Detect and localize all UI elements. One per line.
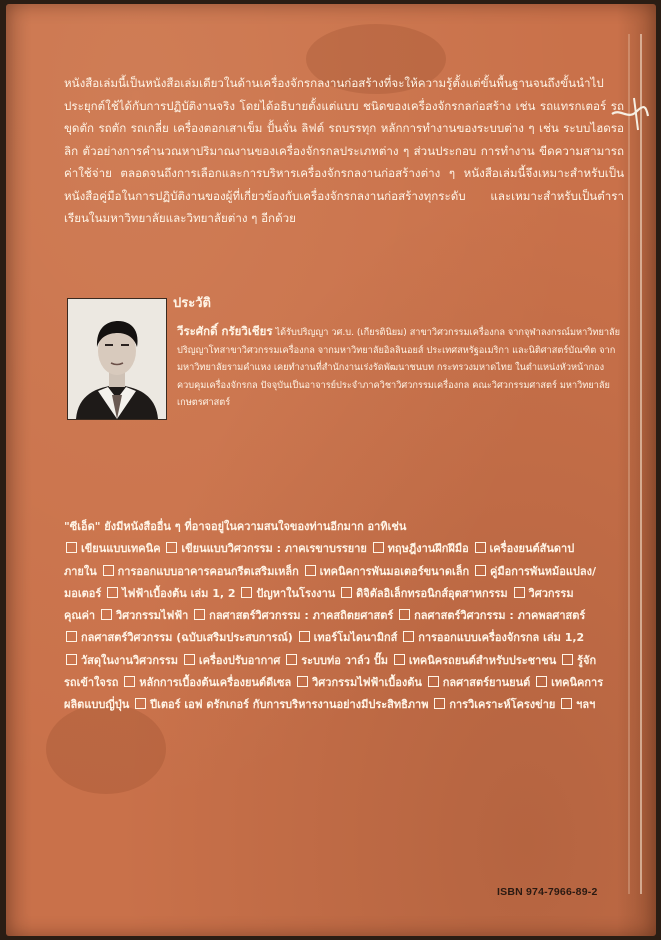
related-book-title: วิศวกรรมไฟฟ้าเบื้องต้น <box>312 676 422 690</box>
related-books-lead: "ซีเอ็ด" ยังมีหนังสืออื่น ๆ ที่อาจอยู่ในความสนใจของท่านอีกมาก อาทิเช่น <box>64 520 407 533</box>
checkbox-square-icon <box>434 698 445 709</box>
bio-heading: ประวัติ <box>173 296 211 311</box>
checkbox-square-icon <box>514 587 525 598</box>
checkbox-square-icon <box>394 654 405 665</box>
related-book-title: รู้จักรถเข้าใจรถ <box>64 653 597 690</box>
related-book-title: เครื่องยนต์สันดาปภายใน <box>64 542 575 578</box>
related-book-item <box>182 654 280 667</box>
checkbox-square-icon <box>66 631 77 642</box>
related-book-title: การออกแบบอาคารคอนกรีตเสริมเหล็ก <box>117 564 299 578</box>
related-book-title: ปัญหาในโรงงาน <box>256 586 336 600</box>
related-books <box>64 516 604 717</box>
checkbox-square-icon <box>536 676 547 687</box>
checkbox-square-icon <box>341 587 352 598</box>
related-book-item <box>101 565 299 578</box>
checkbox-square-icon <box>562 654 573 665</box>
related-books-list <box>64 542 603 711</box>
checkbox-square-icon <box>194 609 205 620</box>
fold-line <box>628 34 630 894</box>
checkbox-square-icon <box>403 631 414 642</box>
related-book-title: กลศาสตร์วิศวกรรม : ภาคสถิตยศาสตร์ <box>209 609 394 623</box>
related-book-title: วัสดุในงานวิศวกรรม <box>81 653 179 667</box>
related-book-title: คู่มือการพันหม้อแปลง/มอเตอร์ <box>64 564 597 600</box>
related-book-title: การออกแบบเครื่องจักรกล เล่ม 1,2 <box>418 631 585 645</box>
related-book-title: ดิจิตัลอิเล็กทรอนิกส์อุตสาหกรรม <box>356 586 508 600</box>
related-book-item <box>295 676 422 689</box>
related-book-item <box>559 698 595 711</box>
checkbox-square-icon <box>101 609 112 620</box>
related-book-title: หลักการเบื้องต้นเครื่องยนต์ดีเซล <box>139 676 292 690</box>
related-book-item <box>239 587 335 600</box>
related-book-title: ไฟฟ้าเบื้องต้น เล่ม 1, 2 <box>122 586 236 600</box>
checkbox-square-icon <box>305 565 316 576</box>
bio-body: ได้รับปริญญา วศ.บ. (เกียรตินิยม) สาขาวิศวกรรมเครื่องกล จากจุฬาลงกรณ์มหาวิทยาลัย ปริญญาโทสาขาวิศวกรรมเครื่องกล จากมหาวิทยาลัยอิลลินอยส์ ประเทศสหรัฐอเมริกา และนิติศาสตร์บัณฑิต จากมหาวิทยาลัยรามคำแหง เคยทำงานที่สำนักงานเร่งรัดพัฒนาชนบท กระทรวงมหาดไทย ในตำแหน่งหัวหน้ากองควบคุมเครื่องจักรกล ปัจจุบันเป็นอาจารย์ประจำภาควิชาวิศวกรรมเครื่องกล คณะวิศวกรรมศาสตร์ มหาวิทยาลัยเกษตรศาสตร์ <box>177 327 620 408</box>
fold-line <box>640 34 642 894</box>
isbn: ISBN 974-7966-89-2 <box>497 886 598 898</box>
related-book-title: ทฤษฎีงานฝึกฝีมือ <box>387 542 469 556</box>
related-book-title: เขียนแบบเทคนิค <box>81 542 161 556</box>
related-book-item <box>164 542 366 555</box>
checkbox-square-icon <box>66 542 77 553</box>
checkbox-square-icon <box>373 542 384 553</box>
related-book-title: ฯลฯ <box>576 698 596 712</box>
related-book-item <box>284 654 388 667</box>
related-book-title: กลศาสตร์ยานยนต์ <box>442 676 531 690</box>
checkbox-square-icon <box>107 587 118 598</box>
checkbox-square-icon <box>166 542 177 553</box>
related-book-title: เทคนิคการพันมอเตอร์ขนาดเล็ก <box>319 564 470 578</box>
related-book-item <box>297 631 398 644</box>
checkbox-square-icon <box>297 676 308 687</box>
author-bio <box>177 323 622 412</box>
related-book-item <box>105 587 235 600</box>
related-book-title: การวิเคราะห์โครงข่าย <box>449 698 556 712</box>
checkbox-square-icon <box>135 698 146 709</box>
related-book-item <box>426 676 531 689</box>
related-book-item <box>392 654 556 667</box>
author-photo <box>67 298 167 420</box>
related-book-item <box>339 587 508 600</box>
checkbox-square-icon <box>475 542 486 553</box>
related-book-title: เทอร์โมไดนามิกส์ <box>313 631 398 645</box>
related-book-title: เทคนิคการผลิตแบบญี่ปุ่น <box>64 676 604 712</box>
book-description: หนังสือเล่มนี้เป็นหนังสือเล่มเดียวในด้านเครื่องจักรกลงานก่อสร้างที่จะให้ความรู้ตั้งแต่ขั้นพื้นฐานจนถึงขั้นนำไปประยุกต์ใช้ได้กับการปฏิบัติงานจริง โดยได้อธิบายตั้งแต่แบบ ชนิดของเครื่องจักรกลก่อสร้าง เช่น รถแทรกเตอร์ รถขุดตัก รถตัก รถเกลี่ย เครื่องตอกเสาเข็ม ปั้นจั่น ลิฟต์ รถบรรทุก หลักการทำงานของระบบต่าง ๆ เช่น ระบบไฮดรอลิก ตัวอย่างการคำนวณหาปริมาณงานของเครื่องจักรกลประเภทต่าง ๆ ส่วนประกอบ การทำงาน ขีดความสามารถ ค่าใช้จ่าย ตลอดจนถึงการเลือกและการบริหารเครื่องจักรกลงานก่อสร้างต่าง ๆ หนังสือเล่มนี้จึงเหมาะสำหรับเป็นหนังสือคู่มือในการปฏิบัติงานของผู้ที่เกี่ยวข้องกับเครื่องจักรกลงานก่อสร้างทุกระดับ และเหมาะสำหรับเป็นตำราเรียนในมหาวิทยาลัยและวิทยาลัยต่าง ๆ อีกด้วย <box>64 76 624 225</box>
related-book-item <box>192 609 393 622</box>
related-book-title: วิศวกรรมไฟฟ้า <box>115 609 189 623</box>
checkbox-square-icon <box>66 654 77 665</box>
related-book-item <box>64 631 293 644</box>
related-book-title: เขียนแบบวิศวกรรม : ภาคเรขาบรรยาย <box>181 542 367 556</box>
checkbox-square-icon <box>241 587 252 598</box>
checkbox-square-icon <box>124 676 135 687</box>
related-book-title: เทคนิครถยนต์สำหรับประชาชน <box>408 653 557 667</box>
related-book-item <box>64 654 178 667</box>
author-name: วีระศักดิ์ กรัยวิเชียร <box>177 324 273 338</box>
checkbox-square-icon <box>475 565 486 576</box>
checkbox-square-icon <box>103 565 114 576</box>
stain <box>46 704 166 794</box>
related-book-title: ปีเตอร์ เอฟ ดรักเกอร์ กับการบริหารงานอย่างมีประสิทธิภาพ <box>150 698 429 712</box>
related-book-title: กลศาสตร์วิศวกรรม (ฉบับเสริมประสบการณ์) <box>81 631 293 645</box>
checkbox-square-icon <box>399 609 410 620</box>
related-book-item <box>64 542 161 555</box>
related-book-item <box>371 542 469 555</box>
related-book-item <box>133 698 428 711</box>
related-book-item <box>99 609 188 622</box>
related-book-item <box>122 676 291 689</box>
related-book-item <box>303 565 470 578</box>
related-book-title: ระบบท่อ วาล์ว ปั๊ม <box>301 653 389 667</box>
checkbox-square-icon <box>286 654 297 665</box>
checkbox-square-icon <box>561 698 572 709</box>
related-book-title: วิศวกรรมคุณค่า <box>64 586 574 623</box>
checkbox-square-icon <box>299 631 310 642</box>
related-book-item <box>401 631 584 644</box>
checkbox-square-icon <box>184 654 195 665</box>
checkbox-square-icon <box>428 676 439 687</box>
related-book-title: เครื่องปรับอากาศ <box>198 653 281 667</box>
author-portrait-icon <box>68 299 166 419</box>
related-book-title: กลศาสตร์วิศวกรรม : ภาคพลศาสตร์ <box>414 609 586 623</box>
related-book-item <box>432 698 555 711</box>
related-book-item <box>397 609 585 622</box>
